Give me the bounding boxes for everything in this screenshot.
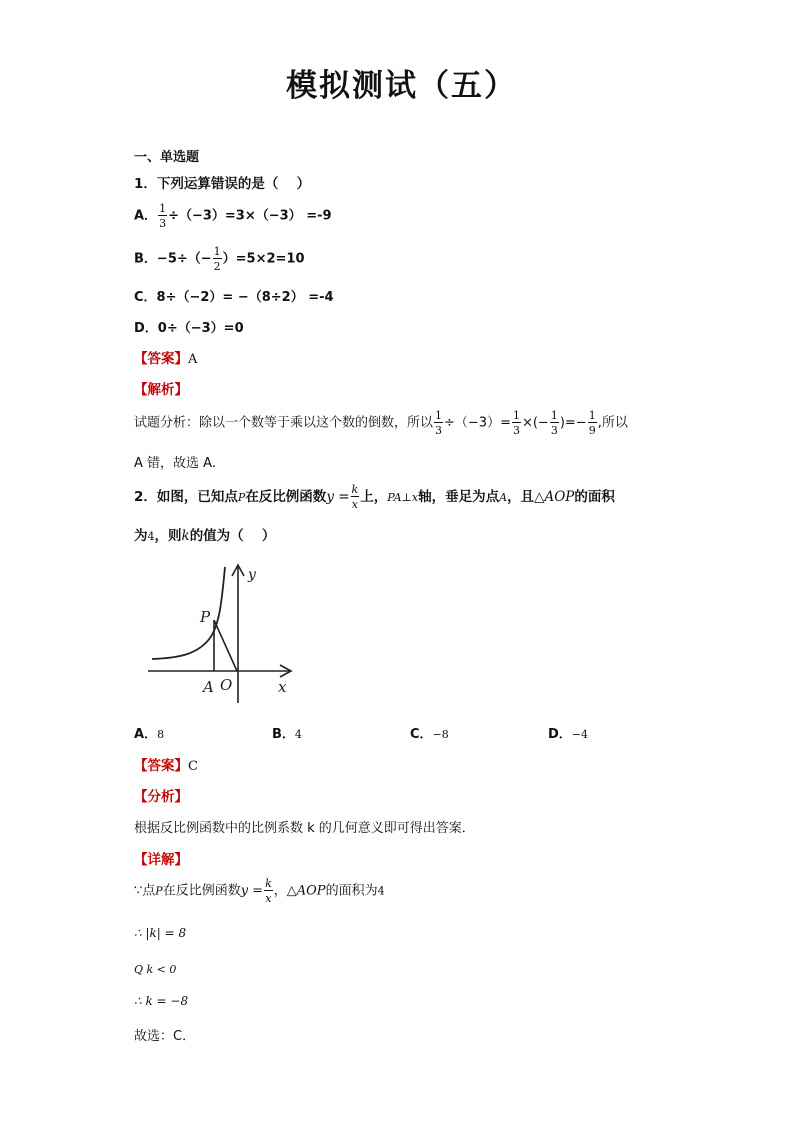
q2-option-c — [410, 723, 449, 742]
fraction-denominator: 3 — [159, 217, 167, 230]
hyperbola-figure — [140, 558, 305, 706]
fraction — [158, 203, 167, 229]
q2-option-d — [548, 723, 588, 742]
stem-text: ，且 — [507, 489, 535, 505]
fraction-numerator: 1 — [159, 202, 167, 215]
stem-text: 轴，垂足为点 — [418, 489, 500, 505]
q2-analysis: 根据反比例函数中的比例系数 k 的几何意义即可得出答案． — [134, 821, 475, 836]
q1-option-c — [134, 286, 334, 305]
q1-option-b — [134, 246, 305, 272]
fraction-numerator: 1 — [213, 245, 221, 258]
stem-text: 上， — [360, 489, 388, 505]
triangle-aop: △AOP — [534, 489, 575, 505]
stem-text: 的面积 — [574, 489, 615, 505]
question-2-stem-line-2 — [134, 524, 275, 544]
fraction-numerator: 1 — [550, 409, 558, 422]
variable-k: k — [181, 528, 190, 544]
stem-text: 2．如图，已知点 — [134, 489, 238, 505]
point-a: A — [499, 491, 508, 504]
analysis-tag: 【解析】 — [134, 382, 188, 398]
option-letter: A． — [134, 727, 158, 742]
q2-detail-line-4: ∴ k = −8 — [134, 994, 189, 1008]
q2-answer: C — [188, 759, 198, 774]
option-letter: B． — [272, 727, 295, 742]
analysis-text: 试题分析：除以一个数等于乘以这个数的倒数，所以 — [134, 415, 434, 431]
perp-expression: PA⊥x — [387, 491, 419, 504]
detail-text: ， — [273, 883, 287, 899]
p-label: P — [200, 608, 211, 626]
q2-detail-line-5: 故选：C． — [134, 1029, 196, 1044]
triangle-aop: △AOP — [286, 883, 326, 899]
answer-tag: 【答案】 — [134, 351, 188, 367]
page-title: 模拟测试（五） — [286, 68, 517, 104]
detail-text: 的面积为 — [325, 883, 378, 899]
q1-option-d-letter: D． — [134, 321, 158, 336]
q1-option-d-text: 0÷（−3）=0 — [157, 321, 244, 336]
function-y: y = — [240, 883, 264, 899]
q1-analysis-line-1 — [134, 410, 628, 436]
function-y: y = — [326, 489, 350, 505]
answer-tag: 【答案】 — [134, 758, 188, 774]
fraction-numerator: k — [265, 877, 272, 890]
q1-option-a-letter: A． — [134, 208, 158, 224]
option-value: 8 — [157, 728, 165, 741]
question-2-stem-line-1 — [134, 484, 615, 510]
stem-text: ，则 — [154, 528, 182, 544]
fraction-numerator: 1 — [588, 409, 596, 422]
segment-po — [214, 620, 237, 671]
option-value: 4 — [294, 728, 302, 741]
fraction — [264, 878, 273, 904]
q2-detail-line-3: Q k < 0 — [134, 963, 177, 976]
option-letter: C． — [410, 727, 433, 742]
q1-option-c-text: 8÷（−2）= −（8÷2） =-4 — [156, 290, 334, 305]
detail-text: 在反比例函数 — [162, 883, 241, 899]
q1-option-b-text: ）=5×2=10 — [222, 251, 305, 267]
analysis-tag: 【分析】 — [134, 789, 188, 805]
fraction-numerator: 1 — [435, 409, 443, 422]
detail-tag: 【详解】 — [134, 852, 188, 868]
q2-option-a — [134, 723, 164, 742]
analysis-text: ×(− — [521, 415, 549, 431]
q1-option-d — [134, 317, 244, 336]
q1-option-c-letter: C． — [134, 290, 157, 305]
fraction-denominator: 3 — [435, 424, 443, 437]
option-value: −8 — [432, 728, 449, 741]
point-p: P — [155, 884, 163, 898]
detail-text: ∵点 — [134, 883, 156, 899]
fraction — [351, 484, 360, 510]
q2-detail-line-2: ∴ |k| = 8 — [134, 926, 187, 940]
q1-analysis-line-2: A 错，故选 A. — [134, 456, 216, 471]
analysis-text: ÷（−3）= — [444, 415, 511, 431]
q2-option-b — [272, 723, 302, 742]
fraction — [550, 410, 559, 436]
point-p: P — [237, 491, 246, 504]
q1-option-b-letter: B． — [134, 251, 157, 267]
q2-answer-line — [134, 754, 198, 774]
q1-option-a — [134, 203, 332, 229]
fraction-denominator: 9 — [588, 424, 596, 437]
fraction-denominator: 3 — [550, 424, 558, 437]
y-label: y — [248, 567, 256, 583]
option-value: −4 — [571, 728, 589, 741]
stem-text: 为 — [134, 528, 148, 544]
analysis-text: )=− — [559, 415, 587, 431]
o-label: O — [220, 676, 233, 694]
q1-option-b-pre: −5÷（− — [156, 251, 212, 267]
option-letter: D． — [548, 727, 572, 742]
q1-answer-line — [134, 347, 197, 367]
analysis-text: ,所以 — [597, 415, 628, 431]
fraction-denominator: 2 — [213, 260, 221, 273]
area-value: 4 — [147, 530, 155, 543]
fraction — [512, 410, 521, 436]
stem-text: 在反比例函数 — [245, 489, 327, 505]
fraction-denominator: x — [351, 498, 358, 511]
fraction-numerator: 1 — [512, 409, 520, 422]
section-heading: 一、单选题 — [134, 150, 200, 165]
fraction — [213, 246, 222, 272]
q2-detail-line-1 — [134, 878, 385, 904]
fraction-denominator: 3 — [512, 424, 520, 437]
q1-answer: A — [188, 352, 198, 367]
x-label: x — [278, 678, 287, 696]
area-value: 4 — [377, 884, 385, 898]
fraction — [434, 410, 443, 436]
question-1-stem: 1．下列运算错误的是（ ） — [134, 176, 311, 192]
a-label: A — [203, 678, 214, 696]
fraction-numerator: k — [351, 483, 359, 496]
stem-text: 的值为（ ） — [189, 528, 276, 544]
q1-option-a-text: ÷（−3）=3×（−3） =-9 — [168, 208, 332, 224]
fraction — [588, 410, 597, 436]
fraction-denominator: x — [265, 892, 272, 905]
